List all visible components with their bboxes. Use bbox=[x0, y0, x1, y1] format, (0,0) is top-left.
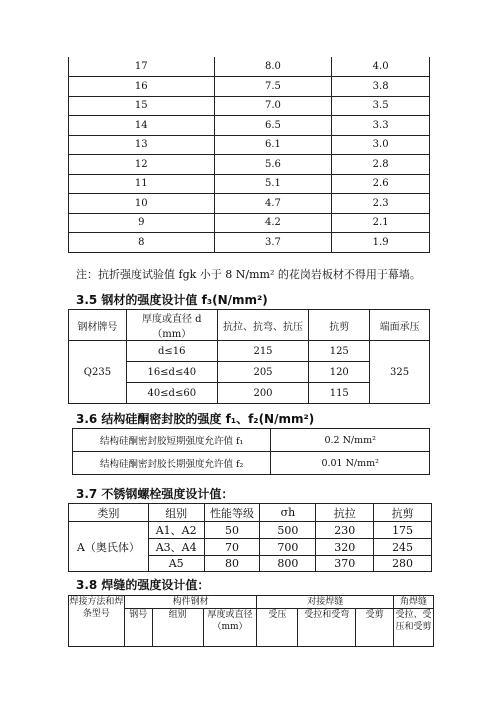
table-cell: 6.5 bbox=[214, 116, 332, 136]
table-cell: 1.9 bbox=[332, 233, 430, 253]
table-cell: 3.7 bbox=[214, 233, 332, 253]
table-cell: 3.0 bbox=[332, 135, 430, 155]
header-fillet-sub: 受拉、受压和受剪 bbox=[394, 609, 434, 647]
header-thickness: 厚度或直径（mm） bbox=[203, 609, 257, 647]
tension-cell: 200 bbox=[217, 383, 309, 404]
table-row bbox=[69, 77, 430, 97]
category-cell: A（奥氏体） bbox=[69, 522, 149, 572]
table-cell: 4.0 bbox=[332, 57, 430, 77]
steel-strength-table bbox=[68, 309, 430, 404]
tension-cell: 370 bbox=[316, 556, 374, 572]
header-group: 组别 bbox=[148, 504, 204, 522]
header-butt-weld: 对接焊缝 bbox=[257, 596, 394, 609]
header-steel-grade: 钢材牌号 bbox=[69, 310, 127, 341]
sealant-label: 结构硅酮密封胶短期强度允许值 f₁ bbox=[73, 429, 271, 452]
section-3-7-heading: 3.7 不锈钢螺栓强度设计值： bbox=[76, 487, 234, 501]
table-cell: 3.8 bbox=[332, 77, 430, 97]
table-cell: 5.6 bbox=[214, 155, 332, 175]
shear-cell: 245 bbox=[374, 539, 432, 556]
steel-grade-cell: Q235 bbox=[69, 341, 127, 404]
sigma-cell: 500 bbox=[260, 522, 316, 539]
table-cell: 2.8 bbox=[332, 155, 430, 175]
header-member-steel: 构件钢材 bbox=[124, 596, 257, 609]
table-row bbox=[69, 233, 430, 253]
sigma-cell: 700 bbox=[260, 539, 316, 556]
table-cell: 15 bbox=[69, 96, 215, 116]
table-cell: 2.3 bbox=[332, 194, 430, 214]
header-shear: 抗剪 bbox=[309, 310, 370, 341]
grade-cell: 80 bbox=[204, 556, 260, 572]
grade-cell: 50 bbox=[204, 522, 260, 539]
table-cell: 7.5 bbox=[214, 77, 332, 97]
shear-cell: 175 bbox=[374, 522, 432, 539]
granite-strength-table bbox=[68, 57, 430, 253]
group-cell: A1、A2 bbox=[148, 522, 204, 539]
bearing-cell: 325 bbox=[370, 341, 430, 404]
header-weld-method: 焊接方法和焊条型号 bbox=[69, 596, 125, 647]
header-thickness: 厚度或直径 d（mm） bbox=[126, 310, 217, 341]
group-cell: A5 bbox=[148, 556, 204, 572]
granite-note: 注：抗折强度试验值 fgk 小于 8 N/mm² 的花岗岩板材不得用于幕墙。 bbox=[76, 268, 421, 281]
table-cell: 2.6 bbox=[332, 174, 430, 194]
tension-cell: 205 bbox=[217, 362, 309, 383]
table-row bbox=[69, 116, 430, 136]
group-cell: A3、A4 bbox=[148, 539, 204, 556]
thickness-cell: d≤16 bbox=[126, 341, 217, 362]
header-steel-no: 钢号 bbox=[124, 609, 152, 647]
shear-cell: 280 bbox=[374, 556, 432, 572]
sigma-cell: 800 bbox=[260, 556, 316, 572]
table-cell: 4.2 bbox=[214, 213, 332, 233]
table-cell: 12 bbox=[69, 155, 215, 175]
header-sigma: σh bbox=[260, 504, 316, 522]
header-tension: 抗拉、抗弯、抗压 bbox=[217, 310, 309, 341]
header-compression: 受压 bbox=[257, 609, 298, 647]
section-3-5-heading: 3.5 钢材的强度设计值 f₃(N/mm²) bbox=[76, 293, 268, 307]
sealant-value: 0.01 N/mm² bbox=[271, 452, 430, 475]
table-cell: 13 bbox=[69, 135, 215, 155]
header-fillet-weld: 角焊缝 bbox=[394, 596, 434, 609]
table-row bbox=[69, 96, 430, 116]
table-cell: 14 bbox=[69, 116, 215, 136]
table-cell: 7.0 bbox=[214, 96, 332, 116]
header-category: 类别 bbox=[69, 504, 149, 522]
header-shear: 受剪 bbox=[356, 609, 394, 647]
table-cell: 16 bbox=[69, 77, 215, 97]
table-cell: 2.1 bbox=[332, 213, 430, 233]
table-cell: 9 bbox=[69, 213, 215, 233]
header-tension: 抗拉 bbox=[316, 504, 374, 522]
bolt-strength-table bbox=[68, 503, 432, 572]
table-cell: 5.1 bbox=[214, 174, 332, 194]
grade-cell: 70 bbox=[204, 539, 260, 556]
shear-cell: 115 bbox=[309, 383, 370, 404]
table-cell: 6.1 bbox=[214, 135, 332, 155]
header-tension-bending: 受拉和受弯 bbox=[298, 609, 356, 647]
table-row bbox=[69, 57, 430, 77]
table-cell: 4.7 bbox=[214, 194, 332, 214]
section-3-6-heading: 3.6 结构硅酮密封胶的强度 f₁、f₂(N/mm²) bbox=[76, 412, 315, 426]
table-row bbox=[69, 213, 430, 233]
table-row bbox=[69, 135, 430, 155]
header-bearing: 端面承压 bbox=[370, 310, 430, 341]
table-cell: 8.0 bbox=[214, 57, 332, 77]
table-cell: 8 bbox=[69, 233, 215, 253]
table-row bbox=[69, 194, 430, 214]
header-group: 组别 bbox=[152, 609, 203, 647]
table-cell: 3.3 bbox=[332, 116, 430, 136]
shear-cell: 120 bbox=[309, 362, 370, 383]
sealant-strength-table bbox=[72, 428, 430, 475]
table-row bbox=[69, 155, 430, 175]
table-cell: 17 bbox=[69, 57, 215, 77]
tension-cell: 230 bbox=[316, 522, 374, 539]
thickness-cell: 40≤d≤60 bbox=[126, 383, 217, 404]
sealant-value: 0.2 N/mm² bbox=[271, 429, 430, 452]
sealant-label: 结构硅酮密封胶长期强度允许值 f₂ bbox=[73, 452, 271, 475]
tension-cell: 215 bbox=[217, 341, 309, 362]
table-cell: 11 bbox=[69, 174, 215, 194]
thickness-cell: 16≤d≤40 bbox=[126, 362, 217, 383]
shear-cell: 125 bbox=[309, 341, 370, 362]
header-grade: 性能等级 bbox=[204, 504, 260, 522]
section-3-8-heading: 3.8 焊缝的强度设计值： bbox=[76, 578, 210, 592]
table-cell: 10 bbox=[69, 194, 215, 214]
header-shear: 抗剪 bbox=[374, 504, 432, 522]
table-cell: 3.5 bbox=[332, 96, 430, 116]
table-row bbox=[69, 174, 430, 194]
tension-cell: 320 bbox=[316, 539, 374, 556]
weld-strength-table bbox=[68, 595, 434, 647]
